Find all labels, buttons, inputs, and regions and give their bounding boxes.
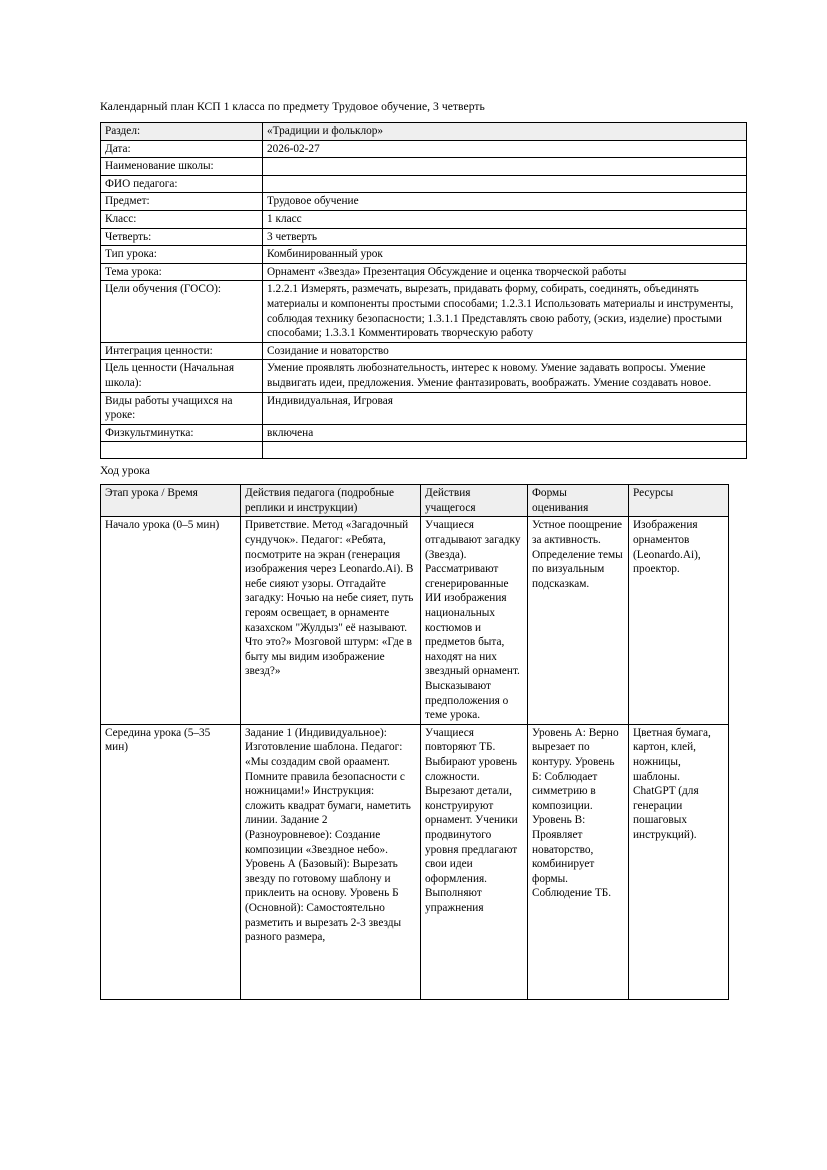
info-label: Цель ценности (Начальная школа):: [101, 360, 263, 392]
info-value: Орнамент «Звезда» Презентация Обсуждение и оценка творческой работы: [263, 263, 747, 281]
info-value: 3 четверть: [263, 228, 747, 246]
table-row: [101, 263, 747, 281]
info-label: Физкультминутка:: [101, 424, 263, 442]
cell-student-actions: Учащиеся отгадывают загадку (Звезда). Рассматривают сгенерированные ИИ изображения национальных костюмов и предметов быта, находят на них звездный орнамент. Высказывают предположения о теме урока.: [421, 517, 528, 724]
info-value: Трудовое обучение: [263, 193, 747, 211]
info-label: Четверть:: [101, 228, 263, 246]
cell-resources-text: Цветная бумага, картон, клей, ножницы, шаблоны. ChatGPT (для генерации пошаговых инструкций).: [633, 726, 711, 841]
info-value: [263, 158, 747, 176]
cell-stage: Начало урока (0–5 мин): [101, 517, 241, 724]
info-value: Комбинированный урок: [263, 246, 747, 264]
cell-stage-text: Середина урока (5–35 мин): [105, 726, 211, 754]
info-value: «Традиции и фольклор»: [263, 123, 747, 141]
column-header-assessment-forms: Формы оценивания: [528, 485, 629, 517]
cell-assessment-forms-text: Уровень А: Верно вырезает по контуру. Уровень Б: Соблюдает симметрию в композиции. Уровень В: Проявляет новаторство, комбинирует формы. Соблюдение ТБ.: [532, 726, 619, 900]
info-label: Класс:: [101, 210, 263, 228]
info-value: [263, 175, 747, 193]
info-label: Интеграция ценности:: [101, 342, 263, 360]
cell-assessment-forms: [528, 724, 629, 999]
table-row: [101, 517, 729, 724]
table-header-row: [101, 485, 729, 517]
info-value: Индивидуальная, Игровая: [263, 392, 747, 424]
info-label: Тема урока:: [101, 263, 263, 281]
column-header-resources: Ресурсы: [629, 485, 729, 517]
cell-assessment-forms: Устное поощрение за активность. Определение темы по визуальным подсказкам.: [528, 517, 629, 724]
info-value: [263, 442, 747, 459]
lesson-flow-table-head: [101, 485, 729, 517]
table-row: [101, 228, 747, 246]
column-header-teacher-actions: Действия педагога (подробные реплики и инструкции): [241, 485, 421, 517]
table-row: [101, 281, 747, 342]
table-row: [101, 193, 747, 211]
table-row: [101, 424, 747, 442]
table-row: [101, 442, 747, 459]
table-row: [101, 210, 747, 228]
table-row: [101, 360, 747, 392]
cell-teacher-actions-text: Задание 1 (Индивидуальное): Изготовление шаблона. Педагог: «Мы создадим свой ораамент. Помните правила безопасности с ножницами!» Инструкция: сложить квадрат бумаги, наметить линии. Задание 2 (Разноуровневое): Создание композиции «Звездное небо». Уровень А (Базовый): Вырезать звезду по готовому шаблону и приклеить на основу. Уровень Б (Основной): Самостоятельно разметить и вырезать 2-3 звезды разного размера,: [245, 726, 411, 944]
info-label: Раздел:: [101, 123, 263, 141]
table-row: [101, 140, 747, 158]
cell-teacher-actions: [241, 724, 421, 999]
cell-student-actions-text: Учащиеся повторяют ТБ. Выбирают уровень сложности. Вырезают детали, конструируют орнамент. Ученики продвинутого уровня предлагают свои идеи оформления. Выполняют упражнения: [425, 726, 518, 914]
cell-student-actions: [421, 724, 528, 999]
table-row: [101, 123, 747, 141]
table-row: [101, 246, 747, 264]
column-header-stage: Этап урока / Время: [101, 485, 241, 517]
cell-teacher-actions: Приветствие. Метод «Загадочный сундучок». Педагог: «Ребята, посмотрите на экран (генерация изображения через Leonardo.Ai). В небе сияют узоры. Отгадайте загадку: Ночью на небе сияет, путь героям освещает, в орнаменте казахском "Жулдыз" её называют. Что это?» Мозговой штурм: «Где в быту мы видим изображение звезд?»: [241, 517, 421, 724]
lesson-flow-label: Ход урока: [100, 464, 150, 478]
info-value: Умение проявлять любознательность, интерес к новому. Умение задавать вопросы. Умение выдвигать идеи, предложения. Умение фантазировать, воображать. Умение создавать новое.: [263, 360, 747, 392]
table-row: [101, 175, 747, 193]
info-label: Цели обучения (ГОСО):: [101, 281, 263, 342]
lesson-info-table-body: [101, 123, 747, 459]
table-row: [101, 724, 729, 999]
info-value: включена: [263, 424, 747, 442]
info-label: Дата:: [101, 140, 263, 158]
table-row: [101, 158, 747, 176]
table-row: [101, 342, 747, 360]
cell-resources: Изображения орнаментов (Leonardo.Ai), проектор.: [629, 517, 729, 724]
info-value: 2026-02-27: [263, 140, 747, 158]
lesson-info-table: [100, 122, 747, 459]
column-header-student-actions: Действия учащегося: [421, 485, 528, 517]
info-value: 1.2.2.1 Измерять, размечать, вырезать, придавать форму, собирать, соединять, объединять материалы и компоненты простыми способами; 1.2.3.1 Использовать материалы и инструменты, соблюдая технику безопасности; 1.3.1.1 Представлять свою работу, (эскиз, изделие) простыми способами; 1.3.3.1 Комментировать творческую работу: [263, 281, 747, 342]
info-value: 1 класс: [263, 210, 747, 228]
info-label: Виды работы учащихся на уроке:: [101, 392, 263, 424]
info-value: Созидание и новаторство: [263, 342, 747, 360]
cell-resources: [629, 724, 729, 999]
info-label: Наименование школы:: [101, 158, 263, 176]
lesson-flow-table-body: [101, 517, 729, 999]
info-label: [101, 442, 263, 459]
table-row: [101, 392, 747, 424]
info-label: ФИО педагога:: [101, 175, 263, 193]
document-content: [100, 99, 734, 1000]
info-label: Тип урока:: [101, 246, 263, 264]
cell-stage: [101, 724, 241, 999]
info-label: Предмет:: [101, 193, 263, 211]
lesson-flow-table: [100, 484, 729, 1000]
page-title: Календарный план КСП 1 класса по предмету Трудовое обучение, 3 четверть: [100, 100, 485, 113]
